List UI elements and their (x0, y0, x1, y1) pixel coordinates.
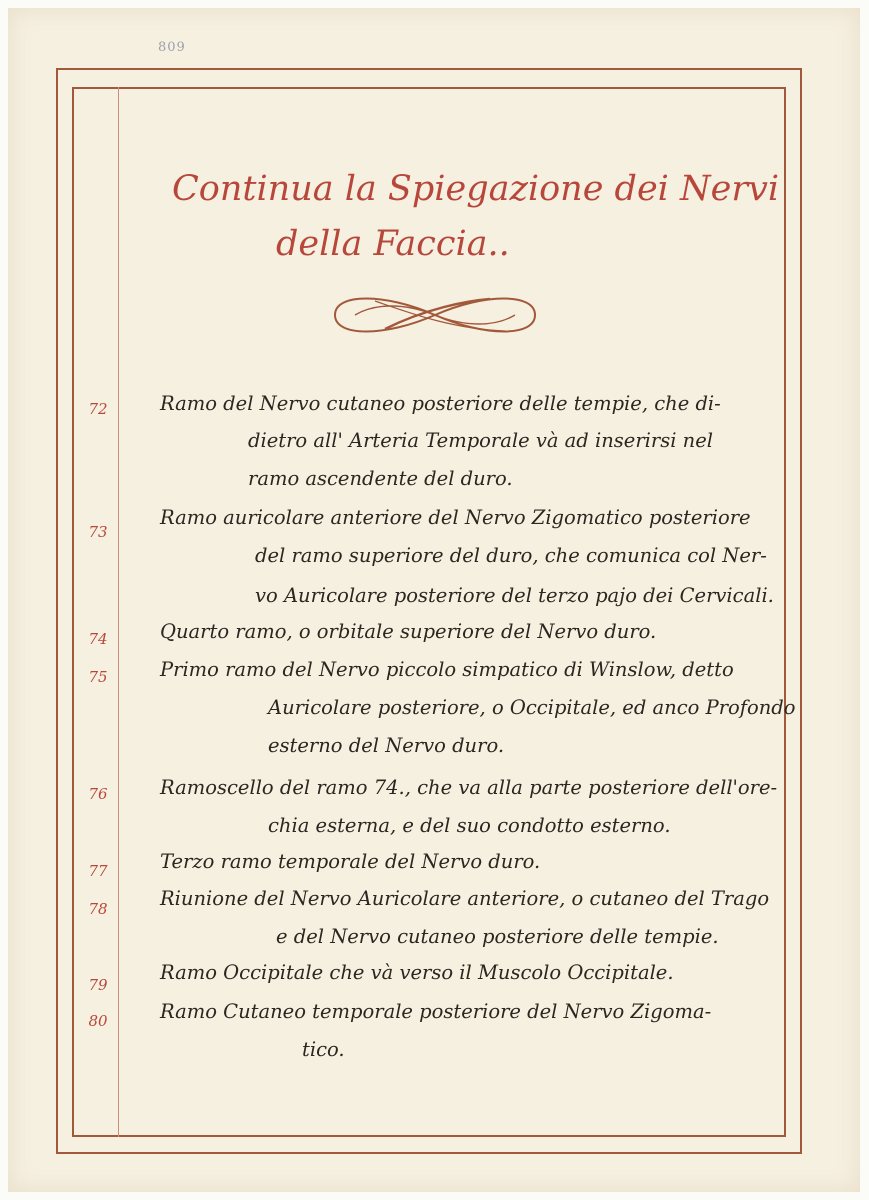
title-line-1: Continua la Spiegazione dei Nervi (172, 169, 780, 209)
entry-line: tico. (302, 1038, 345, 1061)
entry-number: 73 (88, 523, 108, 541)
entry-number: 72 (88, 400, 108, 418)
entry-line: Ramo Occipitale che và verso il Muscolo Occipitale. (160, 961, 674, 984)
entry-line: ramo ascendente del duro. (248, 467, 513, 490)
entry-line: Primo ramo del Nervo piccolo simpatico di Winslow, detto (160, 658, 734, 681)
entry-number: 75 (88, 668, 108, 686)
entry-line: dietro all' Arteria Temporale và ad inserirsi nel (248, 429, 713, 452)
entry-line: Ramo auricolare anteriore del Nervo Zigomatico posteriore (160, 506, 751, 529)
entry-line: Riunione del Nervo Auricolare anteriore, o cutaneo del Trago (160, 887, 770, 910)
entry-line: esterno del Nervo duro. (268, 734, 505, 757)
entry-line: del ramo superiore del duro, che comunica col Ner- (255, 544, 767, 567)
title-line-2: della Faccia.. (276, 224, 510, 264)
entry-line: Ramo Cutaneo temporale posteriore del Nervo Zigoma- (160, 1000, 712, 1023)
entry-line: Quarto ramo, o orbitale superiore del Nervo duro. (160, 620, 657, 643)
entry-number: 80 (88, 1012, 108, 1030)
entry-line: Auricolare posteriore, o Occipitale, ed anco Profondo (268, 696, 796, 719)
archive-mark: 809 (158, 40, 186, 55)
entry-line: Terzo ramo temporale del Nervo duro. (160, 850, 541, 873)
entry-line: vo Auricolare posteriore del terzo pajo dei Cervicali. (255, 584, 774, 607)
entry-number: 79 (88, 976, 108, 994)
entry-line: e del Nervo cutaneo posteriore delle tempie. (276, 925, 719, 948)
entry-number: 76 (88, 785, 108, 803)
entry-line: Ramoscello del ramo 74., che va alla parte posteriore dell'ore- (160, 776, 778, 799)
entry-line: chia esterna, e del suo condotto esterno. (268, 814, 671, 837)
entry-number: 74 (88, 630, 108, 648)
entry-number: 78 (88, 900, 108, 918)
entry-line: Ramo del Nervo cutaneo posteriore delle tempie, che di- (160, 392, 721, 415)
entry-number: 77 (88, 862, 108, 880)
